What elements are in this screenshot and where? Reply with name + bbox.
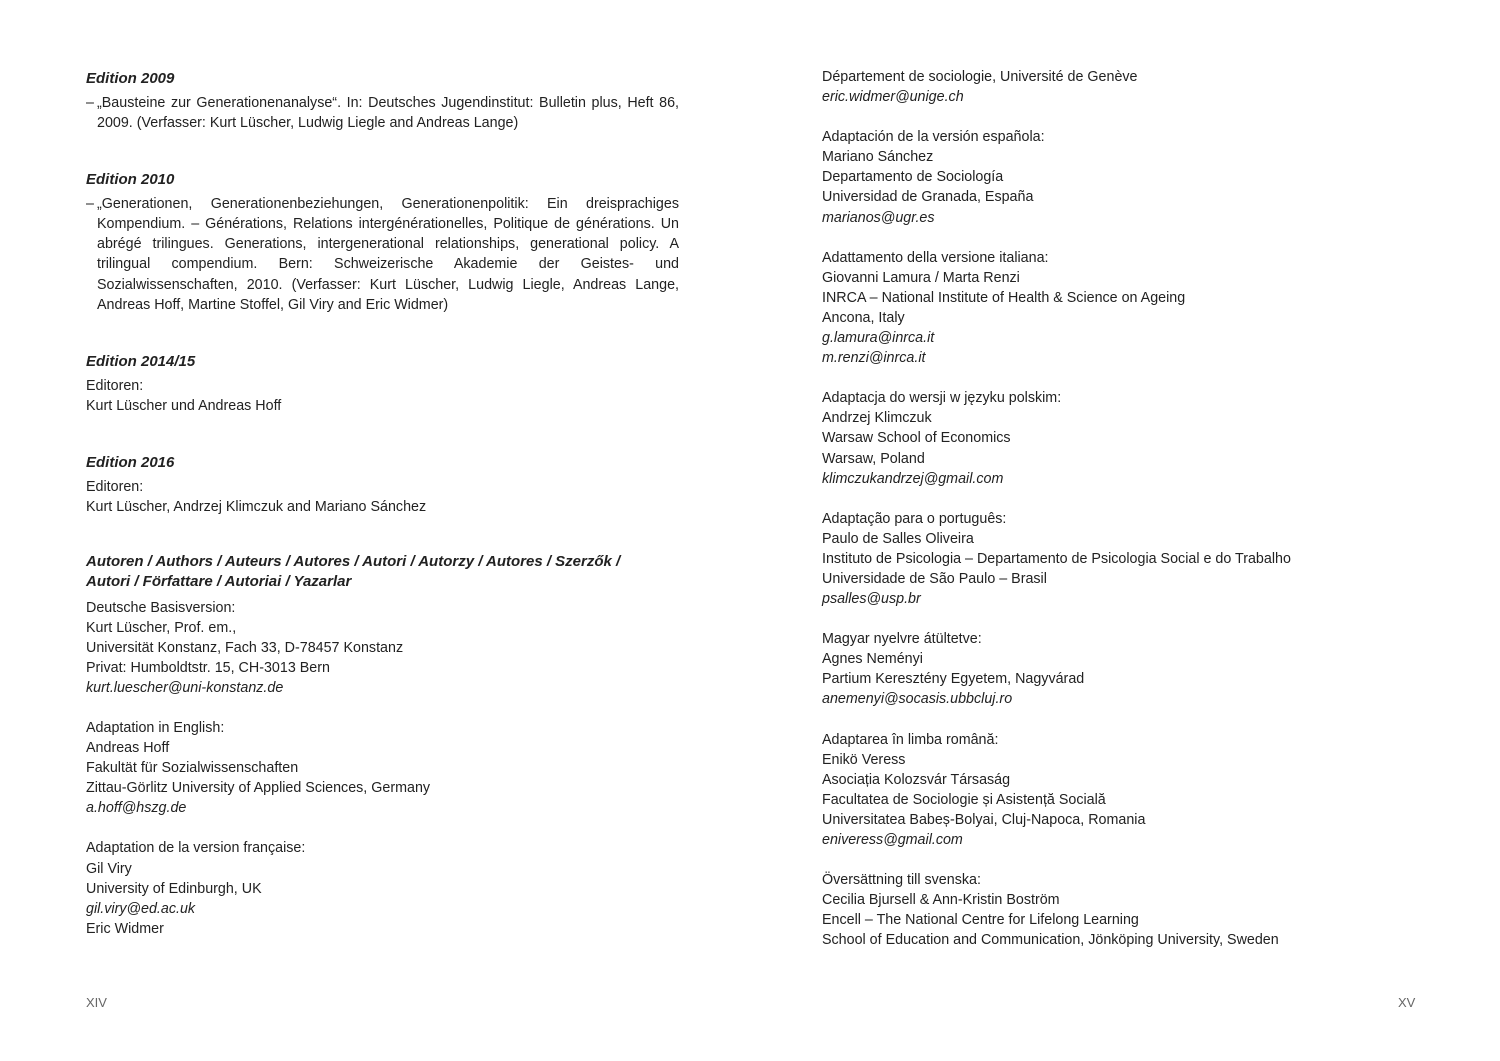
block-line: Paulo de Salles Oliveira xyxy=(822,530,974,547)
author-block-german xyxy=(86,598,679,698)
block-line: Eric Widmer xyxy=(86,920,164,937)
email-link[interactable]: kurt.luescher@uni-konstanz.de xyxy=(86,679,284,696)
email-link[interactable]: psalles@usp.br xyxy=(822,591,921,608)
block-line: INRCA – National Institute of Health & Science on Ageing xyxy=(822,289,1186,306)
email-link[interactable]: eric.widmer@unige.ch xyxy=(822,89,964,106)
block-line: Magyar nyelvre átültetve: xyxy=(822,631,982,648)
block-line: Partium Keresztény Egyetem, Nagyvárad xyxy=(822,671,1085,688)
block-line: Adattamento della versione italiana: xyxy=(822,249,1049,266)
block-line: Adaptation de la version française: xyxy=(86,840,306,857)
editors-names: Kurt Lüscher und Andreas Hoff xyxy=(86,397,282,414)
block-line: Universidad de Granada, España xyxy=(822,189,1034,206)
block-line: Adaptación de la versión española: xyxy=(822,129,1045,146)
block-line: Deutsche Basisversion: xyxy=(86,599,236,616)
block-line: University of Edinburgh, UK xyxy=(86,880,262,897)
block-line: Encell – The National Centre for Lifelong Learning xyxy=(822,912,1139,929)
edition-title: Edition 2014/15 xyxy=(86,352,196,370)
block-line: Andreas Hoff xyxy=(86,740,170,757)
block-line: Adaptation in English: xyxy=(86,720,225,736)
edition-title: Edition 2016 xyxy=(86,453,175,471)
block-line: Giovanni Lamura / Marta Renzi xyxy=(822,269,1020,286)
right-column xyxy=(822,67,1422,950)
block-line: Département de sociologie, Université de Genève xyxy=(822,69,1138,85)
authors-heading-line: Autoren / Authors / Auteurs / Autores / Autori / Autorzy / Autores / Szerzők / xyxy=(86,553,621,571)
block-line: Asociația Kolozsvár Társaság xyxy=(822,771,1011,788)
block-line: Warsaw, Poland xyxy=(822,450,925,467)
page-number: XV xyxy=(1398,995,1416,1010)
block-line: Universität Konstanz, Fach 33, D-78457 Konstanz xyxy=(86,639,404,656)
block-line: Gil Viry xyxy=(86,860,132,877)
block-line: Warsaw School of Economics xyxy=(822,430,1011,447)
block-line: School of Education and Communication, Jönköping University, Sweden xyxy=(822,932,1279,949)
block-line: Andrzej Klimczuk xyxy=(822,410,932,427)
block-line: Översättning till svenska: xyxy=(822,872,981,889)
author-block xyxy=(822,248,1422,369)
block-line: Adaptação para o português: xyxy=(822,510,1007,527)
block-line: Fakultät für Sozialwissenschaften xyxy=(86,760,299,777)
edition-title: Edition 2009 xyxy=(86,70,175,87)
left-column xyxy=(86,67,679,939)
author-block xyxy=(822,509,1422,609)
edition-2009 xyxy=(86,67,679,133)
editors-label: Editoren: xyxy=(86,478,144,495)
entry-text: „Generationen, Generationenbeziehungen, Generationenpolitik: Ein dreisprachiges Kompendium. – Générations, Relations intergénérationelles, Politique de générations. Un abrégé trilingues. Generations, intergenerational relationships, generational policy. A trilingual compendium. Bern: Schweizerische Akademie der Geistes- und Sozialwissenschaften, 2010. (Verfasser: Kurt Lüscher, Ludwig Liegle, Andreas Lange, Andreas Hoff, Martine Stoffel, Gil Viry and Eric Widmer) xyxy=(97,196,679,313)
edition-2010 xyxy=(86,168,679,315)
block-line: Zittau-Görlitz University of Applied Sciences, Germany xyxy=(86,780,431,797)
author-block-french xyxy=(86,838,679,938)
publication-entry xyxy=(86,93,679,133)
editors-names: Kurt Lüscher, Andrzej Klimczuk and Mariano Sánchez xyxy=(86,499,427,516)
block-line: Adaptacja do wersji w języku polskim: xyxy=(822,390,1062,407)
email-link[interactable]: g.lamura@inrca.it xyxy=(822,330,935,347)
right-page xyxy=(750,0,1500,1061)
entry-text: „Bausteine zur Generationenanalyse“. In: Deutsches Jugendinstitut: Bulletin plus, Heft 86, 2009. (Verfasser: Kurt Lüscher, Ludwig Liegle and Andreas Lange) xyxy=(97,95,679,132)
author-block xyxy=(822,127,1422,227)
entry-dash: – xyxy=(86,95,94,111)
block-line: Cecilia Bjursell & Ann-Kristin Boström xyxy=(822,892,1060,909)
block-line: Departamento de Sociología xyxy=(822,169,1004,186)
publication-entry xyxy=(86,194,679,315)
block-line: Facultatea de Sociologie și Asistență Socială xyxy=(822,791,1106,808)
edition-2016 xyxy=(86,451,679,517)
author-block xyxy=(822,388,1422,488)
author-block xyxy=(822,870,1422,950)
email-link[interactable]: a.hoff@hszg.de xyxy=(86,800,187,817)
author-block xyxy=(822,730,1422,851)
author-block xyxy=(822,629,1422,709)
edition-title: Edition 2010 xyxy=(86,171,175,189)
block-line: Enikö Veress xyxy=(822,751,906,768)
block-line: Universitatea Babeș-Bolyai, Cluj-Napoca, Romania xyxy=(822,811,1146,828)
block-line: Kurt Lüscher, Prof. em., xyxy=(86,619,237,636)
entry-dash: – xyxy=(86,196,94,213)
edition-2014-15 xyxy=(86,350,679,416)
page-number: XIV xyxy=(86,995,107,1010)
block-line: Agnes Neményi xyxy=(822,651,923,668)
block-line: Privat: Humboldtstr. 15, CH-3013 Bern xyxy=(86,659,330,676)
email-link[interactable]: m.renzi@inrca.it xyxy=(822,350,926,367)
block-line: Mariano Sánchez xyxy=(822,149,934,166)
authors-heading xyxy=(86,552,679,592)
email-link[interactable]: eniveress@gmail.com xyxy=(822,832,963,848)
block-line: Universidade de São Paulo – Brasil xyxy=(822,570,1047,587)
block-line: Ancona, Italy xyxy=(822,309,905,326)
email-link[interactable]: gil.viry@ed.ac.uk xyxy=(86,900,196,917)
block-line: Adaptarea în limba română: xyxy=(822,731,999,748)
editors-label: Editoren: xyxy=(86,377,144,394)
block-line: Instituto de Psicologia – Departamento de Psicologia Social e do Trabalho xyxy=(822,550,1291,567)
email-link[interactable]: marianos@ugr.es xyxy=(822,209,935,226)
author-block-english xyxy=(86,718,679,818)
email-link[interactable]: anemenyi@socasis.ubbcluj.ro xyxy=(822,691,1013,708)
authors-heading-line: Autori / Författare / Autoriai / Yazarlar xyxy=(86,573,352,591)
author-block xyxy=(822,67,1422,107)
email-link[interactable]: klimczukandrzej@gmail.com xyxy=(822,470,1004,487)
